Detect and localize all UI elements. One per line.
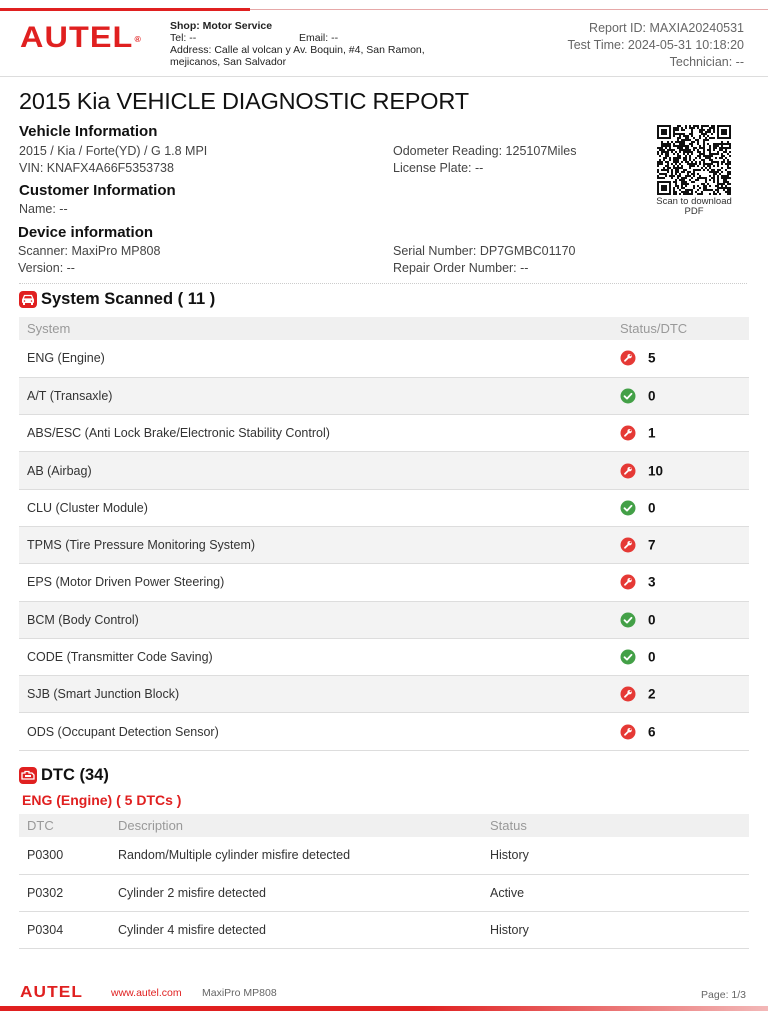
- red-wrench-icon: [620, 537, 636, 553]
- vehicle-vin: VIN: KNAFX4A66F5353738: [19, 161, 174, 175]
- dtc-code: P0300: [19, 837, 110, 874]
- system-name: ENG (Engine): [19, 340, 612, 377]
- system-name: ABS/ESC (Anti Lock Brake/Electronic Stability Control): [19, 415, 612, 452]
- system-name: CLU (Cluster Module): [19, 489, 612, 526]
- system-name: A/T (Transaxle): [19, 377, 612, 414]
- systems-section-title: System Scanned ( 11 ): [41, 290, 216, 308]
- table-row: [19, 601, 749, 638]
- red-wrench-icon: [620, 463, 636, 479]
- car-icon: [19, 291, 37, 308]
- dtc-count: 10: [648, 463, 664, 479]
- system-name: CODE (Transmitter Code Saving): [19, 638, 612, 675]
- dtc-code: P0302: [19, 874, 110, 911]
- test-time: Test Time: 2024-05-31 10:18:20: [567, 38, 744, 52]
- qr-caption: Scan to download PDF: [656, 196, 732, 217]
- vehicle-model: 2015 / Kia / Forte(YD) / G 1.8 MPI: [19, 144, 208, 158]
- green-check-icon: [620, 612, 636, 628]
- dtc-description: Random/Multiple cylinder misfire detected: [110, 837, 482, 874]
- dtc-status: History: [482, 837, 749, 874]
- red-wrench-icon: [620, 724, 636, 740]
- system-name: EPS (Motor Driven Power Steering): [19, 564, 612, 601]
- dtc-subsection-title: ENG (Engine) ( 5 DTCs ): [22, 792, 182, 808]
- table-row: [19, 377, 749, 414]
- table-row: [19, 340, 749, 377]
- systems-table: [19, 317, 749, 751]
- system-name: SJB (Smart Junction Block): [19, 676, 612, 713]
- dtc-count: 0: [648, 388, 656, 404]
- customer-info-heading: Customer Information: [19, 182, 176, 199]
- dtc-count: 7: [648, 537, 656, 553]
- table-row: [19, 874, 749, 911]
- system-status: [612, 415, 749, 452]
- system-status: [612, 676, 749, 713]
- scanner: Scanner: MaxiPro MP808: [18, 244, 161, 258]
- dtc-count: 1: [648, 425, 656, 441]
- system-status: [612, 601, 749, 638]
- footer-website-link[interactable]: www.autel.com: [111, 987, 182, 999]
- system-name: AB (Airbag): [19, 452, 612, 489]
- dtc-description: Cylinder 4 misfire detected: [110, 911, 482, 948]
- system-status: [612, 377, 749, 414]
- dtc-status: History: [482, 911, 749, 948]
- engine-warning-icon: [19, 767, 37, 784]
- green-check-icon: [620, 500, 636, 516]
- dtc-count: 0: [648, 649, 656, 665]
- table-row: [19, 526, 749, 563]
- dtc-table: [19, 814, 749, 949]
- col-system-header: System: [19, 317, 612, 340]
- system-status: [612, 638, 749, 675]
- shop-address: Address: Calle al volcan y Av. Boquin, #4, San Ramon, mejicanos, San Salvador: [170, 44, 425, 68]
- table-row: [19, 489, 749, 526]
- dtc-count: 3: [648, 574, 656, 590]
- dtc-count: 6: [648, 724, 656, 740]
- dtc-status: Active: [482, 874, 749, 911]
- green-check-icon: [620, 388, 636, 404]
- system-status: [612, 564, 749, 601]
- red-wrench-icon: [620, 425, 636, 441]
- top-accent-bar: [0, 0, 768, 11]
- repair-order: Repair Order Number: --: [393, 261, 529, 275]
- vehicle-info-heading: Vehicle Information: [19, 123, 158, 140]
- dtc-count: 2: [648, 686, 656, 702]
- dtc-count: 0: [648, 612, 656, 628]
- report-id: Report ID: MAXIA20240531: [589, 21, 744, 35]
- table-row: [19, 713, 749, 750]
- system-name: ODS (Occupant Detection Sensor): [19, 713, 612, 750]
- system-status: [612, 489, 749, 526]
- header-divider: [0, 76, 768, 77]
- red-wrench-icon: [620, 350, 636, 366]
- footer-accent-bar: [0, 1006, 768, 1011]
- system-name: BCM (Body Control): [19, 601, 612, 638]
- table-row: [19, 911, 749, 948]
- shop-name: Shop: Motor Service: [170, 20, 273, 32]
- report-meta: [567, 20, 744, 71]
- red-wrench-icon: [620, 686, 636, 702]
- table-row: [19, 676, 749, 713]
- technician: Technician: --: [669, 55, 744, 69]
- system-status: [612, 452, 749, 489]
- system-status: [612, 713, 749, 750]
- version: Version: --: [18, 261, 75, 275]
- dtc-count: 0: [648, 500, 656, 516]
- dtc-code: P0304: [19, 911, 110, 948]
- section-divider: [19, 283, 747, 284]
- report-title: 2015 Kia VEHICLE DIAGNOSTIC REPORT: [19, 88, 469, 114]
- green-check-icon: [620, 649, 636, 665]
- license-plate: License Plate: --: [393, 161, 484, 175]
- qr-code[interactable]: [657, 125, 731, 195]
- customer-name: Name: --: [19, 202, 68, 216]
- page-number: Page: 1/3: [701, 989, 746, 1001]
- table-row: [19, 452, 749, 489]
- shop-email: Email: --: [299, 32, 339, 44]
- table-row: [19, 415, 749, 452]
- col-description-header: Description: [110, 814, 482, 837]
- system-status: [612, 526, 749, 563]
- footer-autel-logo: AUTEL: [20, 984, 83, 1001]
- table-row: [19, 837, 749, 874]
- system-status: [612, 340, 749, 377]
- serial-number: Serial Number: DP7GMBC01170: [393, 244, 576, 258]
- autel-logo: AUTEL®: [20, 21, 142, 54]
- dtc-section-title: DTC (34): [41, 766, 109, 784]
- footer-model: MaxiPro MP808: [202, 987, 277, 999]
- col-dtc-status-header: Status: [482, 814, 749, 837]
- col-status-header: Status/DTC: [612, 317, 749, 340]
- table-row: [19, 564, 749, 601]
- dtc-count: 5: [648, 350, 656, 366]
- col-dtc-header: DTC: [19, 814, 110, 837]
- device-info-heading: Device information: [18, 224, 154, 241]
- red-wrench-icon: [620, 574, 636, 590]
- table-row: [19, 638, 749, 675]
- shop-tel: Tel: --: [170, 32, 197, 44]
- odometer: Odometer Reading: 125107Miles: [393, 144, 577, 158]
- system-name: TPMS (Tire Pressure Monitoring System): [19, 526, 612, 563]
- dtc-description: Cylinder 2 misfire detected: [110, 874, 482, 911]
- shop-info: [170, 20, 450, 68]
